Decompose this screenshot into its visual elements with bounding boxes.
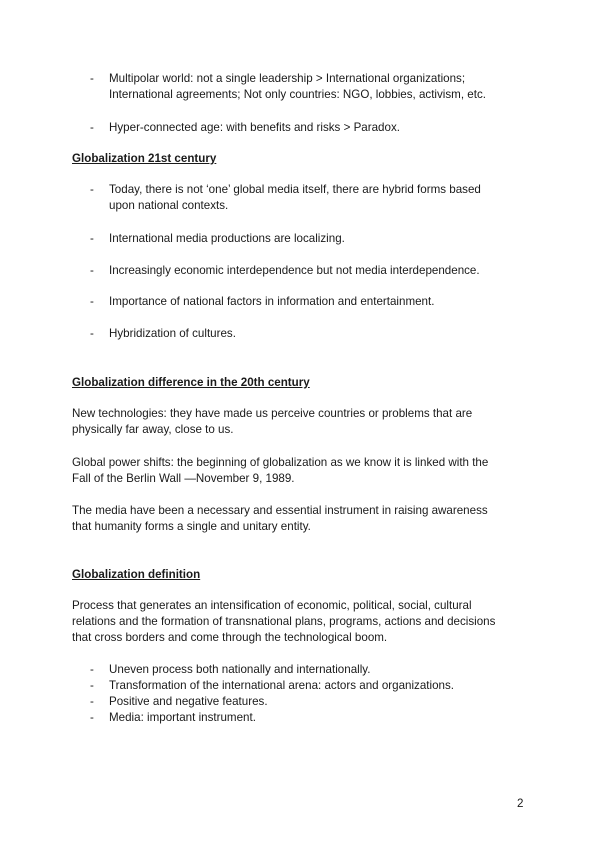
section-heading-20th-century: Globalization difference in the 20th century: [72, 376, 310, 389]
bullet-text-line: Hyper-connected age: with benefits and risks > Paradox.: [109, 121, 400, 134]
bullet-text-line: Multipolar world: not a single leadership > International organizations;: [109, 72, 466, 85]
paragraph-line: Fall of the Berlin Wall —November 9, 1989.: [72, 472, 295, 485]
bullet-text-line: upon national contexts.: [109, 199, 229, 212]
paragraph-line: relations and the formation of transnational plans, programs, actions and decisions: [72, 615, 496, 628]
bullet-text-line: Positive and negative features.: [109, 695, 268, 708]
paragraph-line: that cross borders and come through the technological boom.: [72, 631, 388, 644]
paragraph-line: physically far away, close to us.: [72, 423, 234, 436]
bullet-dash: -: [90, 295, 94, 308]
bullet-dash: -: [90, 327, 94, 340]
paragraph-line: Process that generates an intensification of economic, political, social, cultural: [72, 599, 472, 612]
bullet-dash: -: [90, 183, 94, 196]
bullet-text-line: Today, there is not ‘one’ global media itself, there are hybrid forms based: [109, 183, 481, 196]
page-number: 2: [517, 797, 524, 810]
paragraph-line: The media have been a necessary and essential instrument in raising awareness: [72, 504, 488, 517]
bullet-text-line: Media: important instrument.: [109, 711, 256, 724]
bullet-dash: -: [90, 232, 94, 245]
bullet-text-line: Transformation of the international arena: actors and organizations.: [109, 679, 455, 692]
bullet-dash: -: [90, 121, 94, 134]
bullet-text-line: Importance of national factors in information and entertainment.: [109, 295, 435, 308]
section-heading-21st-century: Globalization 21st century: [72, 152, 217, 165]
bullet-text-line: International agreements; Not only countries: NGO, lobbies, activism, etc.: [109, 88, 486, 101]
paragraph-line: Global power shifts: the beginning of globalization as we know it is linked with the: [72, 456, 489, 469]
bullet-dash: -: [90, 679, 94, 692]
bullet-dash: -: [90, 72, 94, 85]
paragraph-line: that humanity forms a single and unitary entity.: [72, 520, 311, 533]
bullet-dash: -: [90, 695, 94, 708]
paragraph-line: New technologies: they have made us perceive countries or problems that are: [72, 407, 473, 420]
bullet-dash: -: [90, 663, 94, 676]
bullet-text-line: International media productions are localizing.: [109, 232, 345, 245]
section-heading-definition: Globalization definition: [72, 568, 201, 581]
bullet-text-line: Uneven process both nationally and internationally.: [109, 663, 371, 676]
bullet-text-line: Increasingly economic interdependence but not media interdependence.: [109, 264, 480, 277]
bullet-dash: -: [90, 264, 94, 277]
bullet-text-line: Hybridization of cultures.: [109, 327, 236, 340]
bullet-dash: -: [90, 711, 94, 724]
